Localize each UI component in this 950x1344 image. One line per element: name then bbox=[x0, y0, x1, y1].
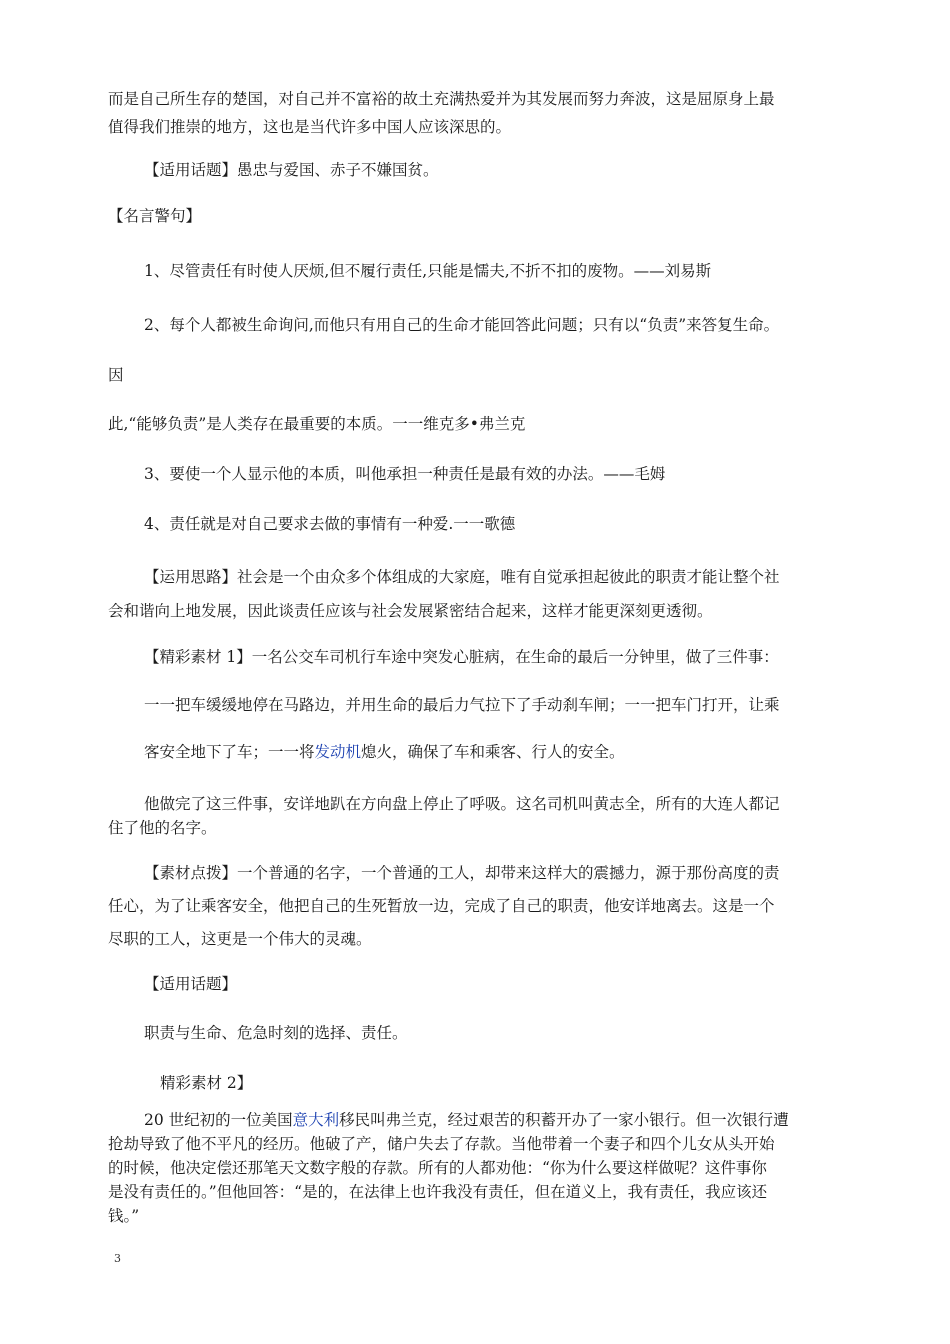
material-1-line: 一一把车缓缓地停在马路边，并用生命的最后力气拉下了手动刹车闸；一一把车门打开，让乘 bbox=[144, 696, 780, 714]
engine-link[interactable]: 发动机 bbox=[314, 743, 362, 761]
material-tip-line: 【素材点拨】一个普通的名字，一个普通的工人，却带来这样大的震撼力，源于那份高度的责 bbox=[144, 864, 780, 882]
applicable-topic: 【适用话题】愚忠与爱国、赤子不嫌国贫。 bbox=[144, 161, 439, 179]
text-span: 移民叫弗兰克，经过艰苦的积蓄开办了一家小银行。但一次银行遭 bbox=[339, 1111, 789, 1129]
material-1-line: 他做完了这三件事，安详地趴在方向盘上停止了呼吸。这名司机叫黄志全，所有的大连人都记 bbox=[144, 795, 780, 813]
text-span: 熄火，确保了车和乘客、行人的安全。 bbox=[361, 743, 625, 761]
section-heading-quotes: 【名言警句】 bbox=[108, 207, 202, 225]
material-2-line: 是没有责任的。”但他回答：“是的，在法律上也许我没有责任，但在道义上，我有责任，我应该还 bbox=[108, 1183, 768, 1201]
material-1-line bbox=[144, 741, 880, 763]
text-span: 客安全地下了车；一一将 bbox=[144, 743, 315, 761]
quote-item: 3、要使一个人显示他的本质，叫他承担一种责任是最有效的办法。——毛姆 bbox=[144, 465, 666, 483]
quote-item: 2、每个人都被生命询问,而他只有用自己的生命才能回答此问题；只有以“负责”来答复生命。 bbox=[144, 316, 780, 334]
usage-idea-line: 会和谐向上地发展，因此谈责任应该与社会发展紧密结合起来，这样才能更深刻更透彻。 bbox=[108, 602, 713, 620]
material-2-line: 的时候，他决定偿还那笔天文数字般的存款。所有的人都劝他：“你为什么要这样做呢？这件事你 bbox=[108, 1159, 767, 1177]
material-tip-line: 任心，为了让乘客安全，他把自己的生死暂放一边，完成了自己的职责，他安详地离去。这是一个 bbox=[108, 897, 775, 915]
material-1-line: 住了他的名字。 bbox=[108, 819, 217, 837]
quote-continuation: 因 bbox=[108, 366, 124, 384]
material-2-line: 抢劫导致了他不平凡的经历。他破了产，储户失去了存款。当他带着一个妻子和四个儿女从头开始 bbox=[108, 1135, 775, 1153]
applicable-topic-heading: 【适用话题】 bbox=[144, 975, 238, 993]
usage-idea-line: 【运用思路】社会是一个由众多个体组成的大家庭，唯有自觉承担起彼此的职责才能让整个社 bbox=[144, 568, 780, 586]
quote-continuation: 此,“能够负责”是人类存在最重要的本质。一一维克多•弗兰克 bbox=[108, 415, 526, 433]
material-2-heading: 精彩素材 2】 bbox=[160, 1074, 253, 1092]
paragraph-line: 值得我们推崇的地方，这也是当代许多中国人应该深思的。 bbox=[108, 118, 512, 136]
material-2-line bbox=[144, 1109, 880, 1131]
material-tip-line: 尽职的工人，这更是一个伟大的灵魂。 bbox=[108, 930, 372, 948]
italy-link[interactable]: 意大利 bbox=[292, 1111, 340, 1129]
quote-item: 1、尽管责任有时使人厌烦,但不履行责任,只能是懦夫,不折不扣的废物。——刘易斯 bbox=[144, 262, 712, 280]
page-number: 3 bbox=[114, 1252, 121, 1265]
material-1-heading: 【精彩素材 1】一名公交车司机行车途中突发心脏病，在生命的最后一分钟里，做了三件事： bbox=[144, 648, 779, 666]
paragraph-line: 而是自己所生存的楚国，对自己并不富裕的故土充满热爱并为其发展而努力奔波，这是屈原身上最 bbox=[108, 90, 775, 108]
material-2-line: 钱。” bbox=[108, 1207, 140, 1225]
applicable-topic-body: 职责与生命、危急时刻的选择、责任。 bbox=[144, 1024, 408, 1042]
quote-item: 4、责任就是对自己要求去做的事情有一种爱.一一歌德 bbox=[144, 515, 516, 533]
text-span: 20 世纪初的一位美国 bbox=[144, 1111, 293, 1129]
